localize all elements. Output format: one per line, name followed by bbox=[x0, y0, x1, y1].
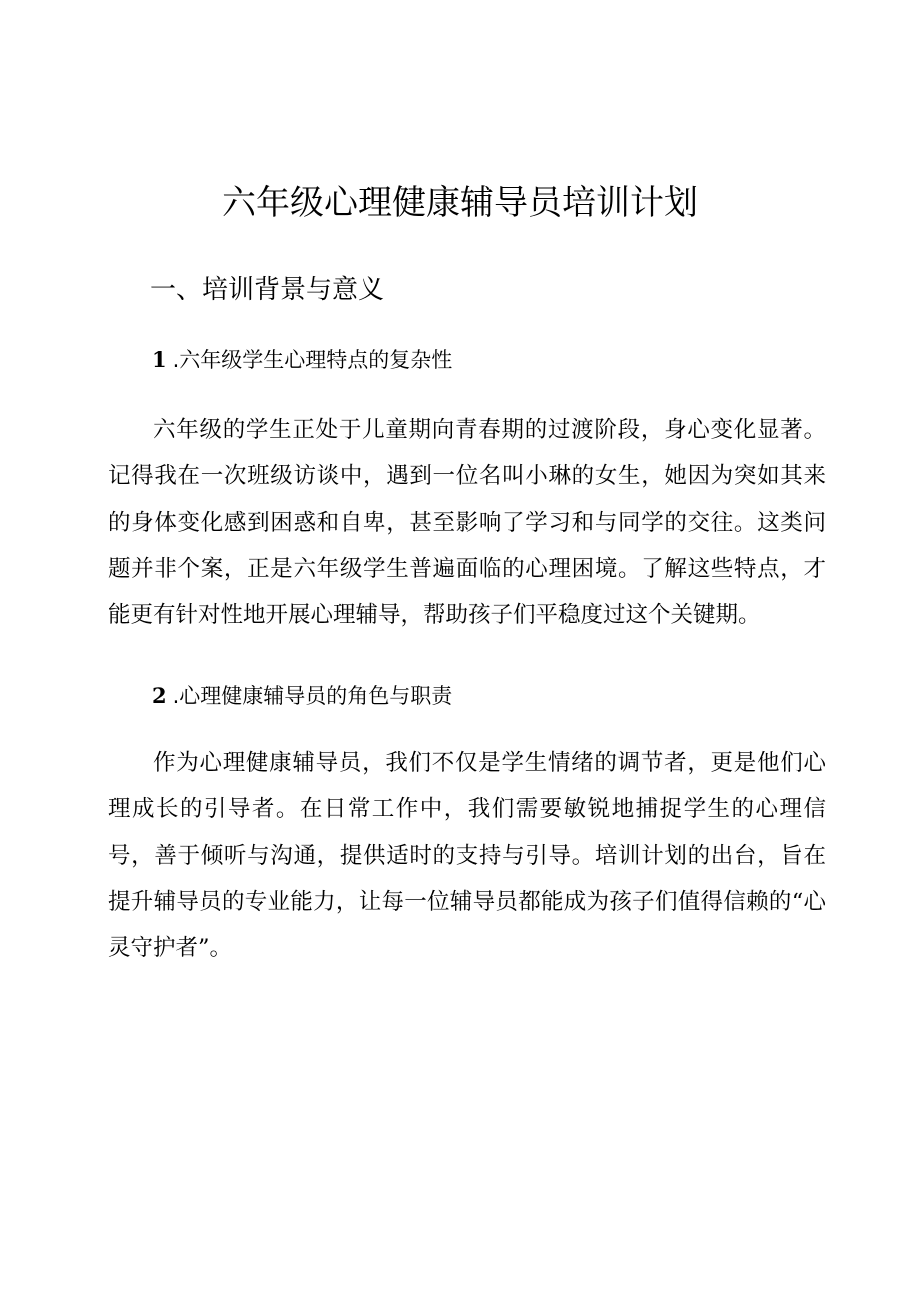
subsection-heading-1 bbox=[152, 343, 452, 377]
subsection-number: 2 bbox=[152, 683, 167, 708]
subsection-title: .六年级学生心理特点的复杂性 bbox=[172, 348, 453, 372]
subsection-title: .心理健康辅导员的角色与职责 bbox=[172, 684, 453, 708]
section-heading: 一、培训背景与意义 bbox=[150, 275, 385, 305]
document-title: 六年级心理健康辅导员培训计划 bbox=[222, 183, 698, 223]
paragraph-2: 作为心理健康辅导员，我们不仅是学生情绪的调节者，更是他们心理成长的引导者。在日常工作中，我们需要敏锐地捕捉学生的心理信号，善于倾听与沟通，提供适时的支持与引导。培训计划的出台，旨在提升辅导员的专业能力，让每一位辅导员都能成为孩子们值得信赖的“心灵守护者”。 bbox=[108, 750, 826, 962]
subsection-heading-2 bbox=[152, 679, 452, 713]
paragraph-1: 六年级的学生正处于儿童期向青春期的过渡阶段，身心变化显著。记得我在一次班级访谈中，遇到一位名叫小琳的女生，她因为突如其来的身体变化感到困惑和自卑，甚至影响了学习和与同学的交往。这类问题并非个案，正是六年级学生普遍面临的心理困境。了解这些特点，才能更有针对性地开展心理辅导，帮助孩子们平稳度过这个关键期。 bbox=[108, 417, 826, 629]
subsection-number: 1 bbox=[152, 347, 167, 372]
